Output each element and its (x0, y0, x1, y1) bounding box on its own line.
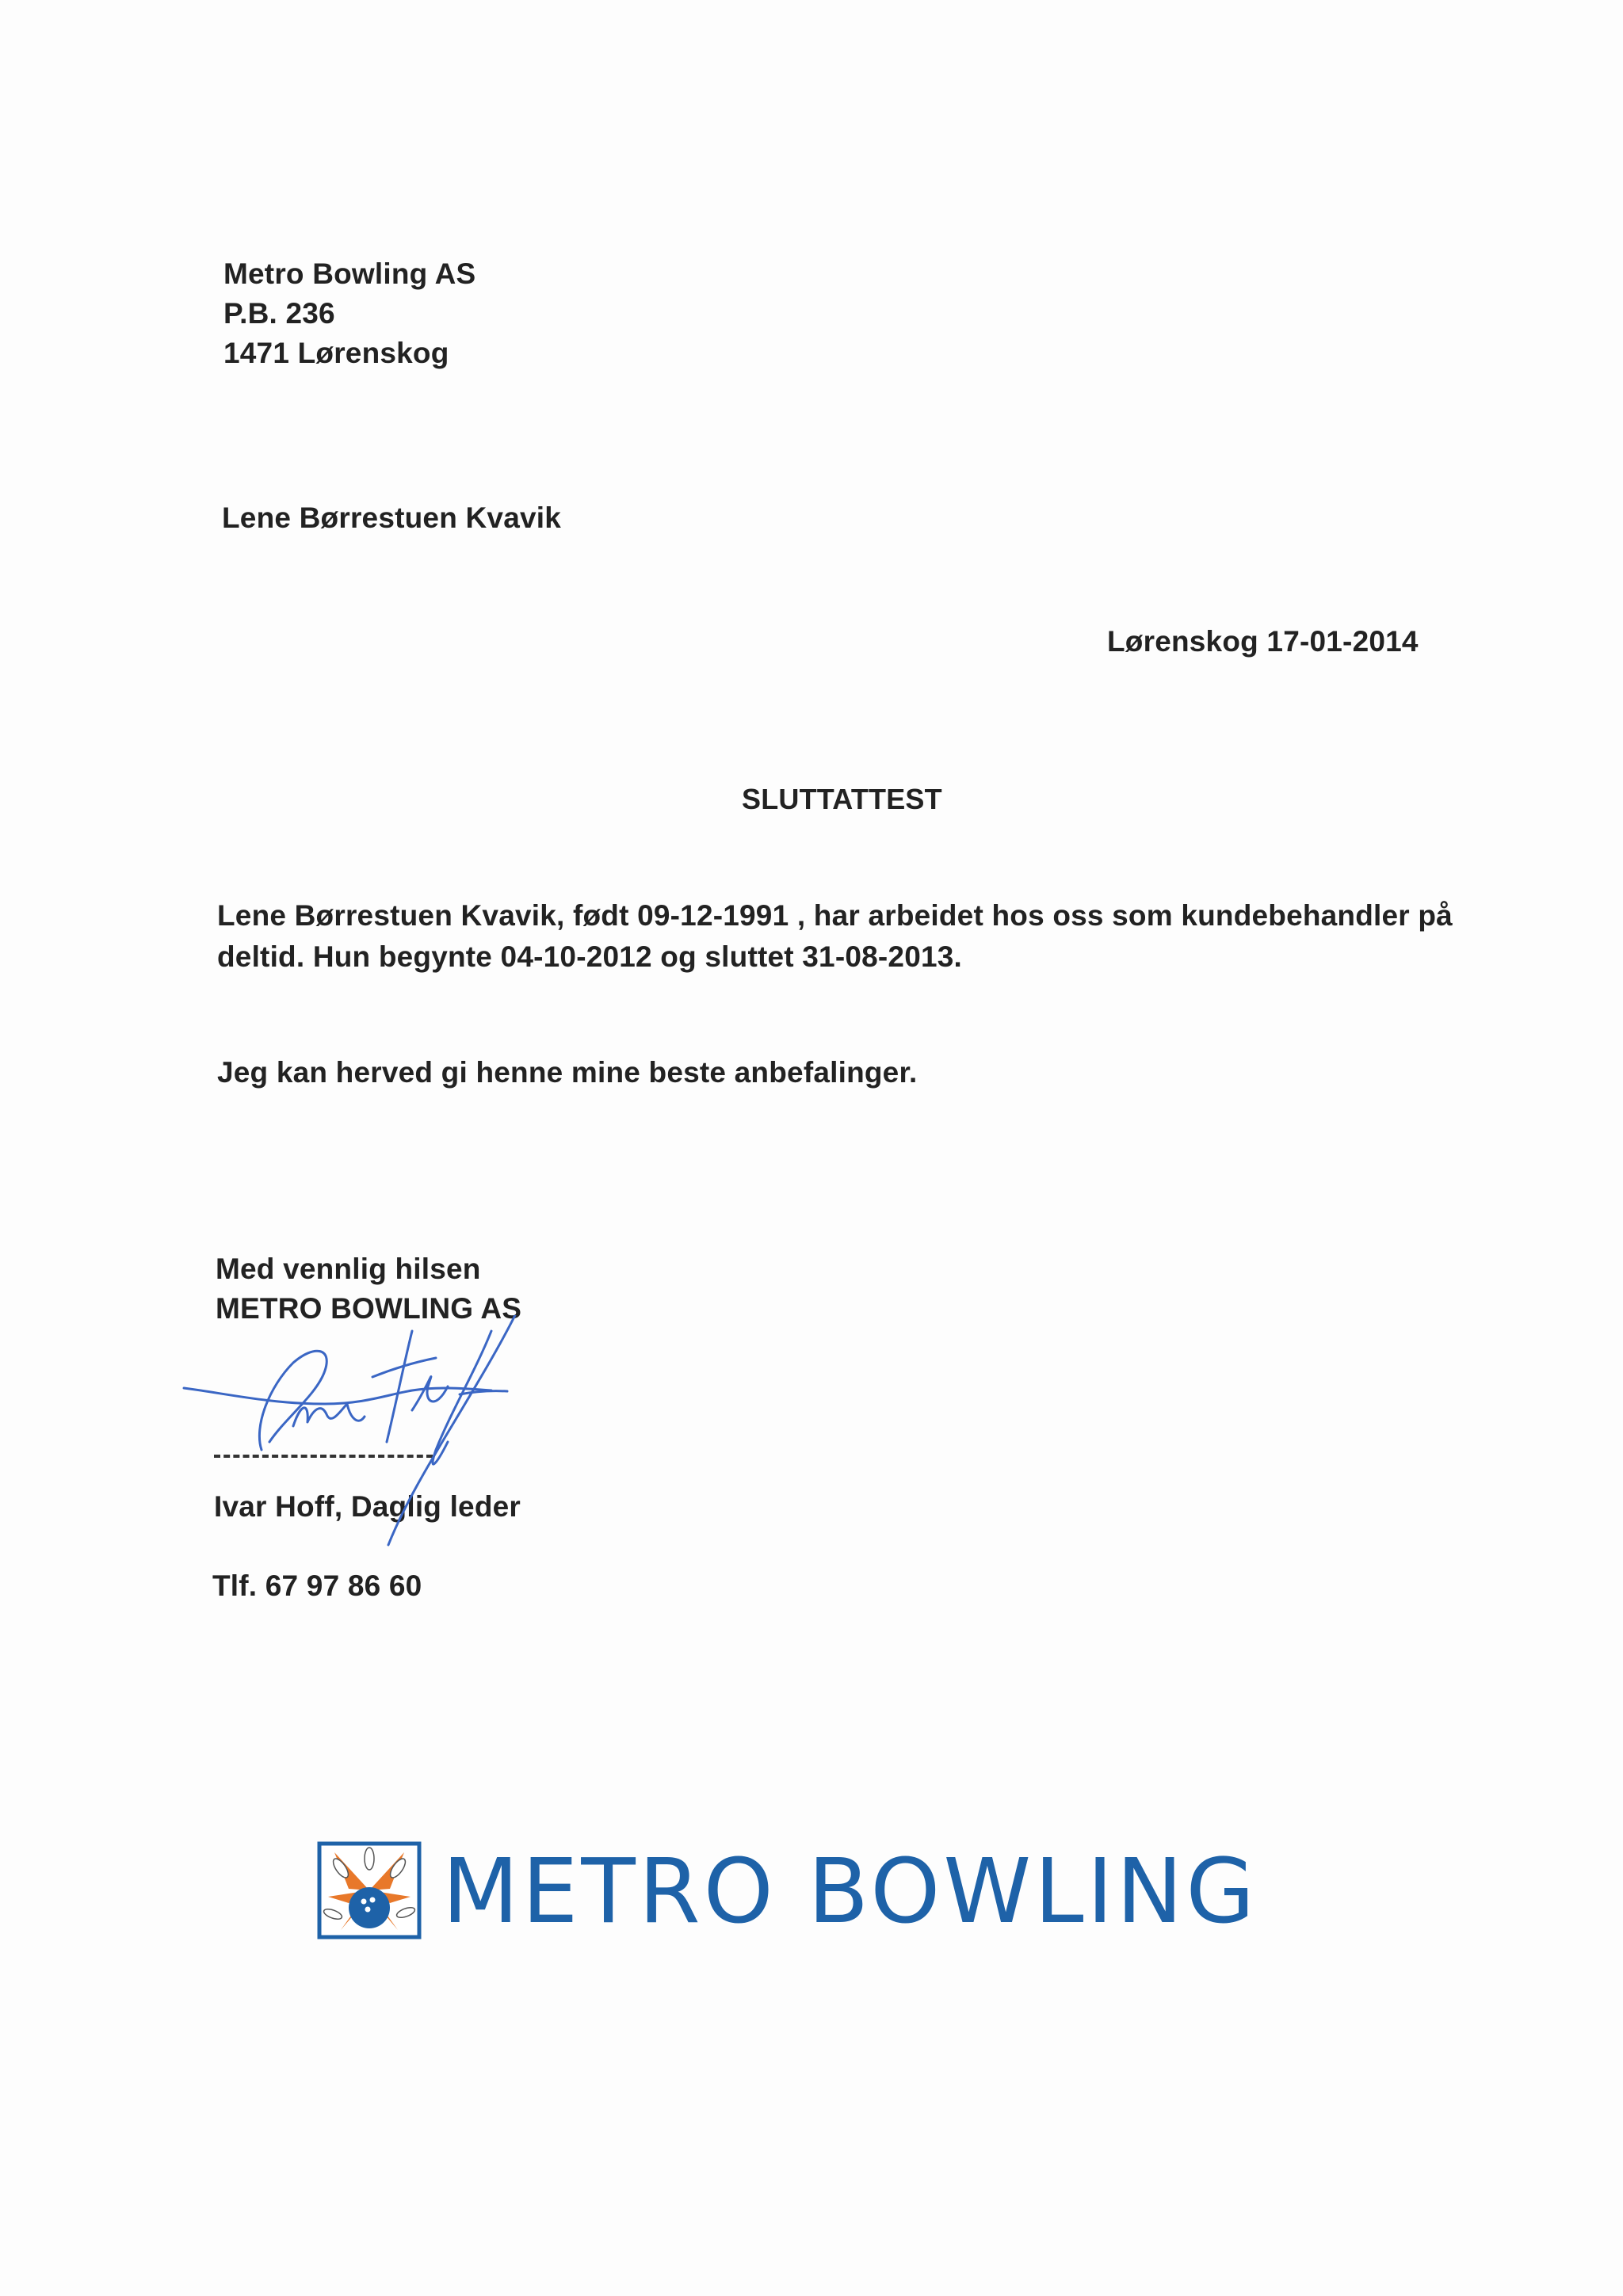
sender-postal: 1471 Lørenskog (223, 337, 449, 369)
date-line: Lørenskog 17-01-2014 (1107, 625, 1419, 658)
signer-name: Ivar Hoff, Daglig leder (214, 1490, 521, 1523)
recipient-name: Lene Børrestuen Kvavik (222, 502, 562, 534)
body-paragraph-1-line-2: deltid. Hun begynte 04-10-2012 og sluttet 31-08-2013. (217, 940, 963, 973)
company-logo (317, 1838, 1258, 1949)
phone-number: Tlf. 67 97 86 60 (212, 1569, 422, 1602)
body-paragraph-1-line-1: Lene Børrestuen Kvavik, født 09-12-1991 , har arbeidet hos oss som kundebehandler på (217, 899, 1453, 932)
logo-wordmark: METRO BOWLING (442, 1840, 1258, 1943)
sender-company: Metro Bowling AS (223, 257, 476, 290)
sender-address (223, 255, 475, 374)
bowling-ball-pins-icon (317, 1841, 422, 1939)
body-paragraph-1 (217, 895, 1453, 978)
sender-po-box: P.B. 236 (223, 297, 335, 330)
closing-greeting: Med vennlig hilsen (216, 1253, 481, 1285)
handwritten-signature (174, 1315, 586, 1553)
subject-heading: SLUTTATTEST (742, 783, 942, 815)
body-paragraph-2: Jeg kan herved gi henne mine beste anbefalinger. (217, 1056, 918, 1089)
closing-company: METRO BOWLING AS (216, 1292, 522, 1325)
